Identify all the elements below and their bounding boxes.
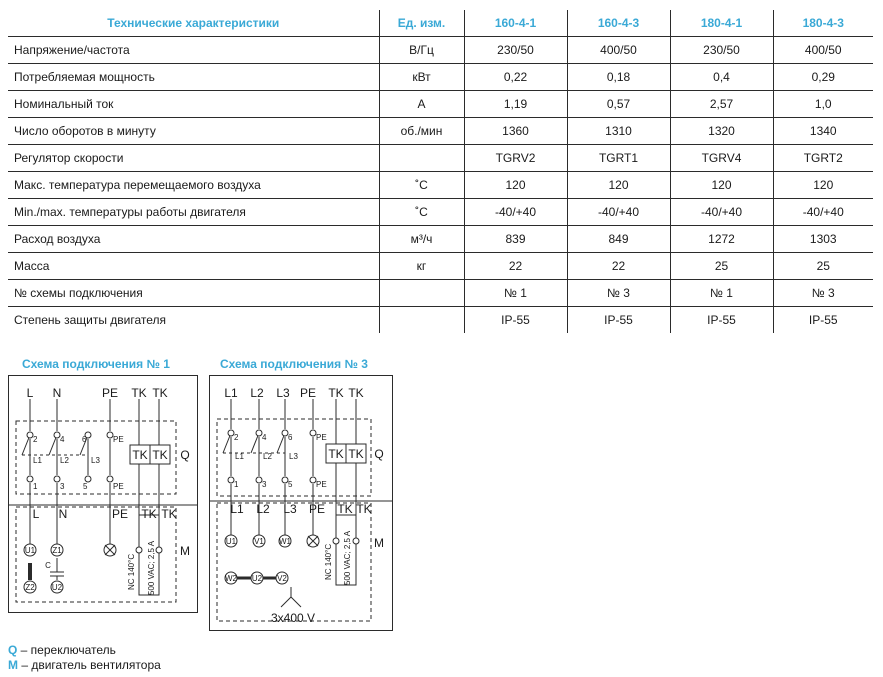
d1-motor-pe: PE (111, 507, 129, 521)
spec-value: 25 (773, 253, 873, 280)
spec-unit: ˚С (379, 199, 464, 226)
d1-motor-n: N (58, 507, 68, 521)
legend-text: – переключатель (17, 643, 116, 657)
spec-value: 2,57 (670, 91, 773, 118)
spec-value: TGRV2 (464, 145, 567, 172)
spec-value: IP-55 (773, 307, 873, 334)
legend-key: М (8, 658, 18, 672)
d2-label-l3: L3 (276, 386, 290, 400)
spec-value: 230/50 (464, 37, 567, 64)
spec-value: 1,19 (464, 91, 567, 118)
spec-value: 1303 (773, 226, 873, 253)
spec-unit (379, 307, 464, 334)
spec-value: -40/+40 (567, 199, 670, 226)
spec-unit: об./мин (379, 118, 464, 145)
d2-sw-num: PE (316, 433, 327, 442)
d2-label-pe: PE (299, 386, 317, 400)
spec-unit (379, 145, 464, 172)
spec-value: 1310 (567, 118, 670, 145)
spec-value: 120 (773, 172, 873, 199)
d2-sw-num: 2 (234, 433, 239, 442)
spec-unit: В/Гц (379, 37, 464, 64)
spec-param: Потребляемая мощность (8, 64, 379, 91)
spec-value: № 3 (773, 280, 873, 307)
d1-term-u2: U2 (51, 583, 63, 592)
wiring-diagram-3 (209, 375, 393, 631)
spec-row (8, 226, 873, 253)
spec-value: 120 (567, 172, 670, 199)
spec-value: 120 (464, 172, 567, 199)
d1-sw-label: L2 (60, 456, 69, 465)
d2-label-l2: L2 (250, 386, 264, 400)
spec-row (8, 118, 873, 145)
d2-tk-box: TK (328, 447, 344, 461)
d2-vac-label: 500 VAC; 2,5 A (343, 530, 352, 585)
spec-row (8, 280, 873, 307)
spec-value: 230/50 (670, 37, 773, 64)
d1-nc-label: NC 140°C (127, 553, 136, 590)
spec-row (8, 37, 873, 64)
d2-sw-label: L2 (263, 452, 272, 461)
d2-sw-bottom-num: 5 (288, 480, 293, 489)
d2-term-u2: U2 (251, 574, 263, 583)
spec-value: 22 (464, 253, 567, 280)
d2-nc-label: NC 140°C (324, 543, 333, 580)
legend-m (8, 658, 161, 672)
d1-vac-label: 500 VAC; 2,5 A (147, 540, 156, 595)
d1-sw-bottom-num: 5 (83, 482, 88, 491)
header-model: 160-4-3 (567, 10, 670, 37)
d2-sw-bottom-num: 3 (262, 480, 267, 489)
d1-sw-bottom-num: PE (113, 482, 124, 491)
d2-label-l1: L1 (224, 386, 238, 400)
spec-value: № 1 (464, 280, 567, 307)
spec-unit: м³/ч (379, 226, 464, 253)
d1-cap-label: C (45, 561, 51, 570)
spec-param: Напряжение/частота (8, 37, 379, 64)
d2-sw-num: 4 (262, 433, 267, 442)
d2-motor-pe: PE (308, 502, 326, 516)
d1-label-tk: TK (131, 386, 147, 400)
spec-value: 1360 (464, 118, 567, 145)
d2-tk-box: TK (348, 447, 364, 461)
header-model: 180-4-1 (670, 10, 773, 37)
d2-label-tk: TK (328, 386, 344, 400)
d1-motor-l: L (32, 507, 40, 521)
d2-motor-tk: TK (337, 502, 353, 516)
d2-sw-label: L1 (235, 452, 244, 461)
d2-term-u1: U1 (225, 537, 237, 546)
d1-term-z1: Z1 (52, 546, 62, 555)
spec-value: 839 (464, 226, 567, 253)
spec-param: Макс. температура перемещаемого воздуха (8, 172, 379, 199)
d2-m-label: M (374, 536, 384, 550)
header-unit: Ед. изм. (379, 10, 464, 37)
spec-row (8, 253, 873, 280)
spec-value: 1320 (670, 118, 773, 145)
d1-sw-num: 6 (82, 435, 87, 444)
spec-value: TGRT2 (773, 145, 873, 172)
spec-value: № 1 (670, 280, 773, 307)
spec-value: 120 (670, 172, 773, 199)
diagram2-caption: Схема подключения № 3 (220, 357, 368, 371)
spec-value: 1272 (670, 226, 773, 253)
d1-label-n: N (52, 386, 62, 400)
d2-motor-l2: L2 (256, 502, 270, 516)
d2-term-w2: W2 (225, 574, 237, 583)
spec-row (8, 172, 873, 199)
spec-value: 400/50 (773, 37, 873, 64)
spec-value: 0,57 (567, 91, 670, 118)
d2-term-w1: W1 (279, 537, 291, 546)
spec-value: IP-55 (464, 307, 567, 334)
d2-sw-num: 6 (288, 433, 293, 442)
spec-value: -40/+40 (773, 199, 873, 226)
header-model: 180-4-3 (773, 10, 873, 37)
d1-q-label: Q (180, 448, 190, 462)
spec-row (8, 199, 873, 226)
d2-motor-l1: L1 (230, 502, 244, 516)
header-model: 160-4-1 (464, 10, 567, 37)
d2-voltage-label: 3x400 V (270, 611, 316, 625)
spec-param: Число оборотов в минуту (8, 118, 379, 145)
legend-q (8, 643, 116, 657)
spec-row (8, 64, 873, 91)
d2-term-v1: V1 (254, 537, 264, 546)
spec-unit: ˚С (379, 172, 464, 199)
spec-value: IP-55 (670, 307, 773, 334)
spec-unit: кг (379, 253, 464, 280)
d1-sw-label: L3 (91, 456, 100, 465)
wiring-diagram-1 (8, 375, 198, 613)
d1-label-l: L (26, 386, 34, 400)
spec-param: Регулятор скорости (8, 145, 379, 172)
d1-sw-label: L1 (33, 456, 42, 465)
d1-motor-tk: TK (161, 507, 177, 521)
spec-value: 25 (670, 253, 773, 280)
spec-value: 22 (567, 253, 670, 280)
spec-value: № 3 (567, 280, 670, 307)
spec-value: -40/+40 (464, 199, 567, 226)
spec-value: IP-55 (567, 307, 670, 334)
spec-param: Масса (8, 253, 379, 280)
spec-value: 400/50 (567, 37, 670, 64)
d2-sw-bottom-num: 1 (234, 480, 239, 489)
d1-sw-bottom-num: 1 (33, 482, 38, 491)
d2-label-tk: TK (348, 386, 364, 400)
spec-value: TGRV4 (670, 145, 773, 172)
spec-header-row (8, 10, 873, 37)
d1-sw-bottom-num: 3 (60, 482, 65, 491)
d1-label-pe: PE (101, 386, 119, 400)
spec-value: 1340 (773, 118, 873, 145)
d2-q-label: Q (374, 447, 384, 461)
d1-sw-num: PE (113, 435, 124, 444)
spec-value: 0,22 (464, 64, 567, 91)
spec-value: 0,29 (773, 64, 873, 91)
d1-tk-box: TK (132, 448, 148, 462)
spec-table (8, 10, 873, 333)
spec-value: 849 (567, 226, 670, 253)
d2-sw-label: L3 (289, 452, 298, 461)
spec-value: 0,18 (567, 64, 670, 91)
spec-value: 0,4 (670, 64, 773, 91)
d1-sw-num: 2 (33, 435, 38, 444)
d1-term-z2: Z2 (25, 583, 35, 592)
spec-param: Min./max. температуры работы двигателя (8, 199, 379, 226)
spec-row (8, 307, 873, 334)
d1-label-tk: TK (152, 386, 168, 400)
spec-unit (379, 280, 464, 307)
spec-value: 1,0 (773, 91, 873, 118)
d1-tk-box: TK (152, 448, 168, 462)
spec-row (8, 145, 873, 172)
spec-unit: кВт (379, 64, 464, 91)
spec-param: Степень защиты двигателя (8, 307, 379, 334)
d2-motor-l3: L3 (283, 502, 297, 516)
spec-value: TGRT1 (567, 145, 670, 172)
spec-row (8, 91, 873, 118)
d2-motor-tk: TK (356, 502, 372, 516)
spec-param: № схемы подключения (8, 280, 379, 307)
d2-sw-bottom-num: PE (316, 480, 327, 489)
spec-param: Номинальный ток (8, 91, 379, 118)
spec-unit: А (379, 91, 464, 118)
d2-term-v2: V2 (277, 574, 287, 583)
legend-key: Q (8, 643, 18, 657)
spec-value: -40/+40 (670, 199, 773, 226)
d1-m-label: M (180, 544, 190, 558)
spec-param: Расход воздуха (8, 226, 379, 253)
d1-term-u1: U1 (24, 546, 36, 555)
diagram1-caption: Схема подключения № 1 (22, 357, 170, 371)
legend-text: – двигатель вентилятора (18, 658, 161, 672)
d1-motor-tk: TK (141, 507, 157, 521)
header-param: Технические характеристики (8, 10, 379, 37)
d1-sw-num: 4 (60, 435, 65, 444)
